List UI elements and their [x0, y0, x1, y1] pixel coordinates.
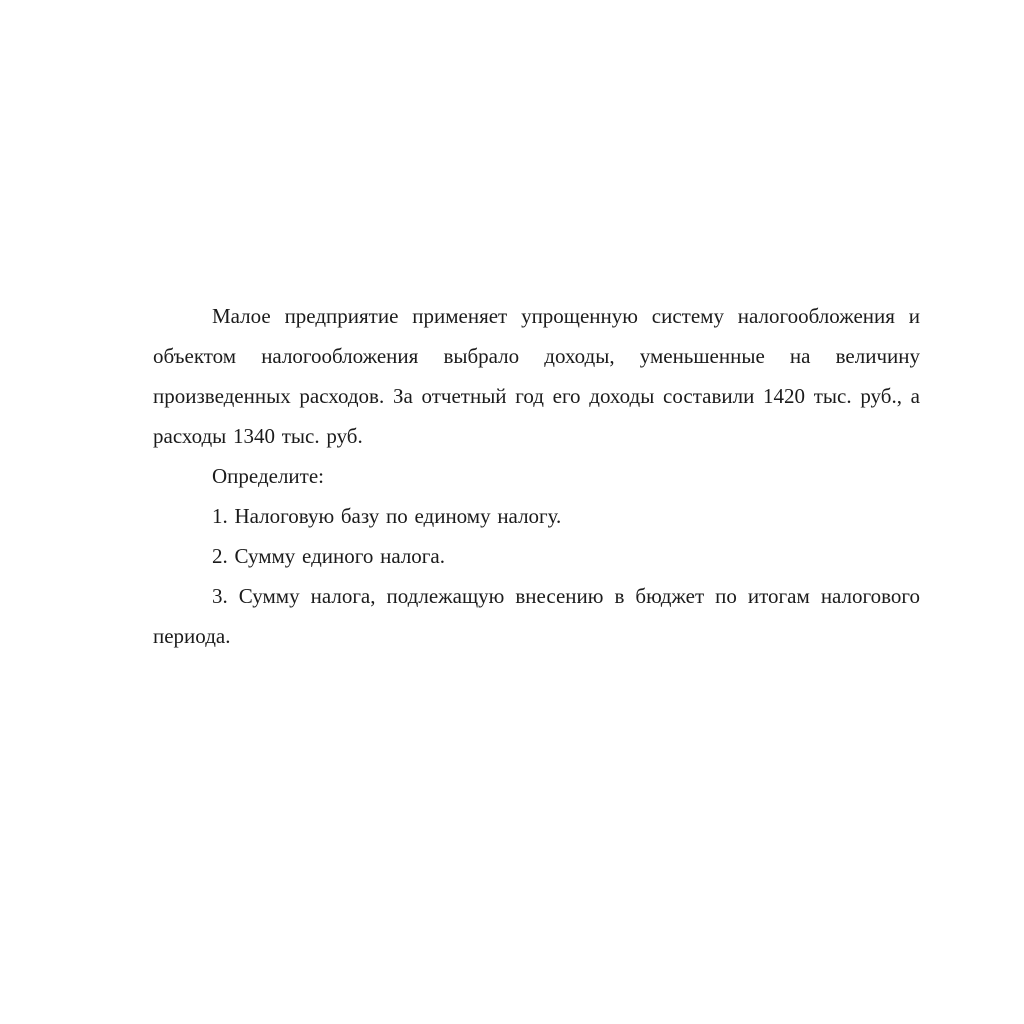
task-item-3: 3. Сумму налога, подлежащую внесению в бюджет по итогам налогового периода.	[153, 584, 920, 648]
task-item-2: 2. Сумму единого налога.	[212, 544, 445, 568]
determine-heading: Определите:	[212, 464, 325, 488]
problem-statement-paragraph: Малое предприятие применяет упрощенную систему налогообложения и объектом налогообложения выбрало доходы, уменьшенные на величину произведенных расходов. За отчетный год его доходы составили 1420 тыс. руб., а расходы 1340 тыс. руб.	[153, 304, 920, 448]
problem-text-block	[153, 296, 920, 656]
task-item-1: 1. Налоговую базу по единому налогу.	[212, 504, 562, 528]
